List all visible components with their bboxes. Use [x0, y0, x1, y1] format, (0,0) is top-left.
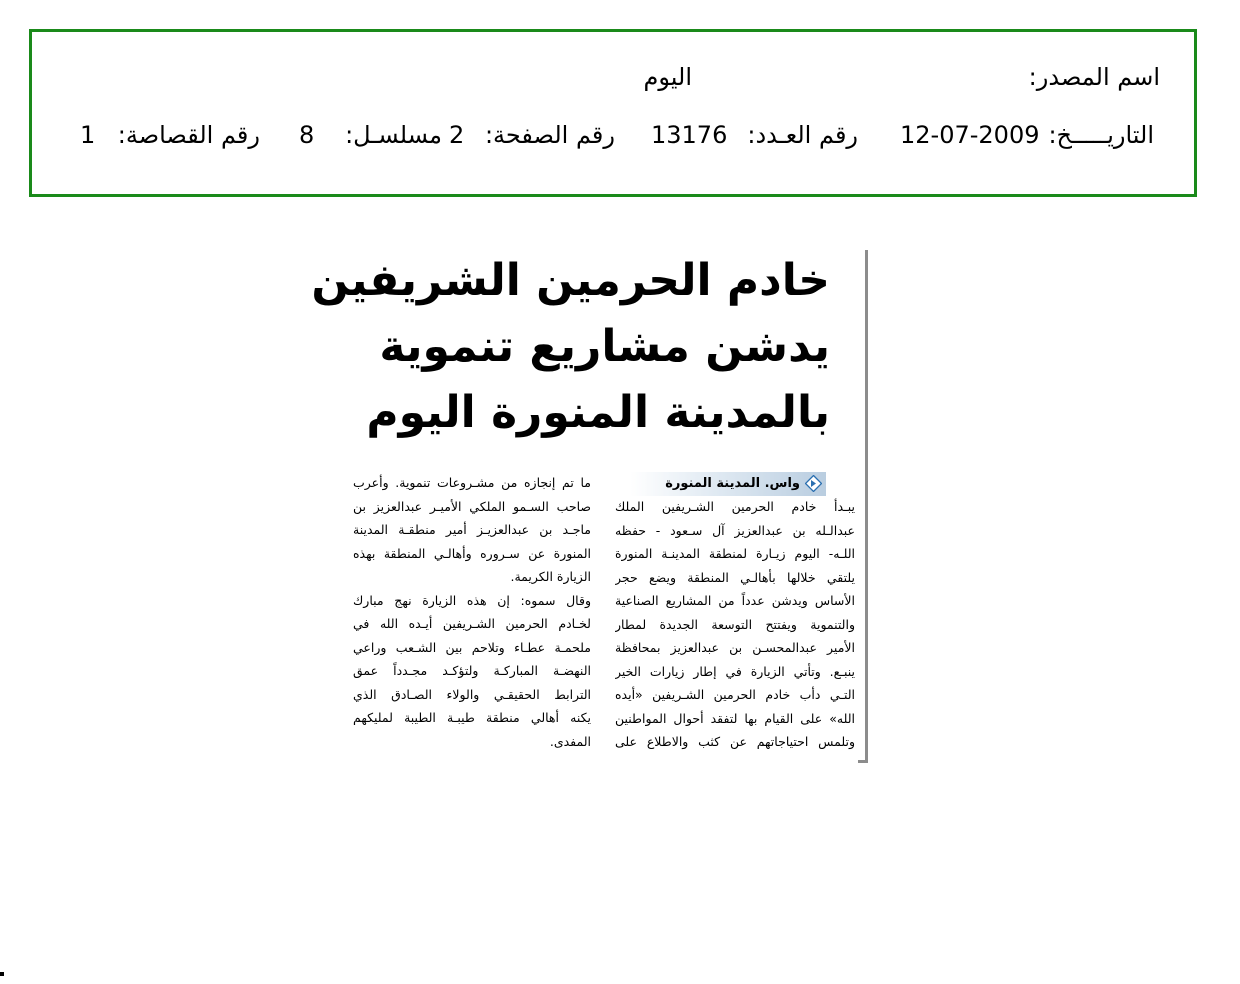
text-line: الزيارة الكريمة. [510, 569, 591, 584]
diamond-arrow-icon [805, 475, 822, 492]
text-line: والتنموية ويفتتح التوسعة الجديدة لمطار [615, 616, 855, 632]
article-headline [311, 248, 830, 446]
text-line: الترابط الحقيقـي والولاء الصـادق الذي [353, 686, 591, 702]
text-line: الله» على القيام بها لتفقد أحوال المواطنين [615, 710, 855, 726]
text-line: وقال سموه: إن هذه الزيارة نهج مبارك [353, 592, 591, 608]
text-line: المفدى. [549, 733, 591, 749]
text-line: صاحب السـمو الملكي الأميـر عبدالعزيز بن [353, 498, 591, 514]
text-line: يكنه أهالي منطقة طيبـة الطيبة لمليكهم [353, 710, 591, 725]
source-value: اليوم [643, 63, 692, 91]
text-line: اللـه- اليوم زيـارة لمنطقة المدينـة المنورة [615, 546, 855, 561]
text-line: الأمير عبدالمحسـن بن عبدالعزيز بمحافظة [615, 640, 855, 655]
text-line: التـي دأب خادم الحرمين الشـريفين «أيده [615, 687, 855, 702]
headline-line: بالمدينة المنورة اليوم [366, 387, 830, 438]
article-column-right [615, 495, 855, 754]
article-column-left [353, 471, 591, 753]
clipping-metadata-box [29, 29, 1197, 197]
date-value: 12-07-2009 [900, 121, 1040, 149]
headline-line: خادم الحرمين الشريفين [311, 255, 830, 306]
serial-label: مسلسـل: [345, 121, 442, 149]
serial-value: 8 [299, 121, 315, 149]
text-line: النهضـة المباركـة ولتؤكـد مجـدداً عمق [353, 663, 591, 678]
text-line: ما تم إنجازه من مشـروعات تنموية. وأعرب [353, 475, 591, 490]
text-line: ينبـع. وتأتي الزيارة في إطار زيارات الخير [615, 663, 855, 679]
column-rule-foot [858, 760, 868, 763]
clip-value: 1 [80, 121, 96, 149]
text-line: ماجـد بن عبدالعزيـز أمير منطقـة المدينة [353, 522, 591, 537]
text-line: المنورة عن سـروره وأهالـي المنطقة بهذه [353, 545, 591, 561]
text-line: عبدالـله بن عبدالعزيز آل سـعود - حفظه [615, 522, 855, 538]
page-value: 2 [449, 121, 465, 149]
text-line: يلتقي خلالها بأهالـي المنطقة ويضع حجر [615, 569, 855, 585]
clip-label: رقم القصاصة: [117, 121, 260, 149]
text-line: وتلمس احتياجاتهم عن كثب والاطلاع على [615, 734, 855, 749]
text-line: الأساس ويدشن عدداً من المشاريع الصناعية [615, 593, 855, 608]
issue-value: 13176 [651, 121, 728, 149]
headline-line: يدشن مشاريع تنموية [379, 321, 830, 372]
scan-corner-mark [0, 972, 4, 976]
text-line: يبـدأ خادم الحرمين الشـريفين الملك [615, 499, 855, 514]
text-line: ملحمـة عطـاء وتلاحم بين الشـعب وراعي [353, 639, 591, 655]
column-rule [865, 250, 868, 763]
issue-label: رقم العـدد: [747, 121, 858, 149]
page-label: رقم الصفحة: [484, 121, 615, 149]
dateline: واس. المدينة المنورة [665, 476, 800, 491]
date-label: التاريـــــخ: [1048, 121, 1154, 149]
source-label: اسم المصدر: [1028, 63, 1160, 91]
text-line: لخـادم الحرمين الشـريفين أيـده الله في [353, 616, 591, 631]
